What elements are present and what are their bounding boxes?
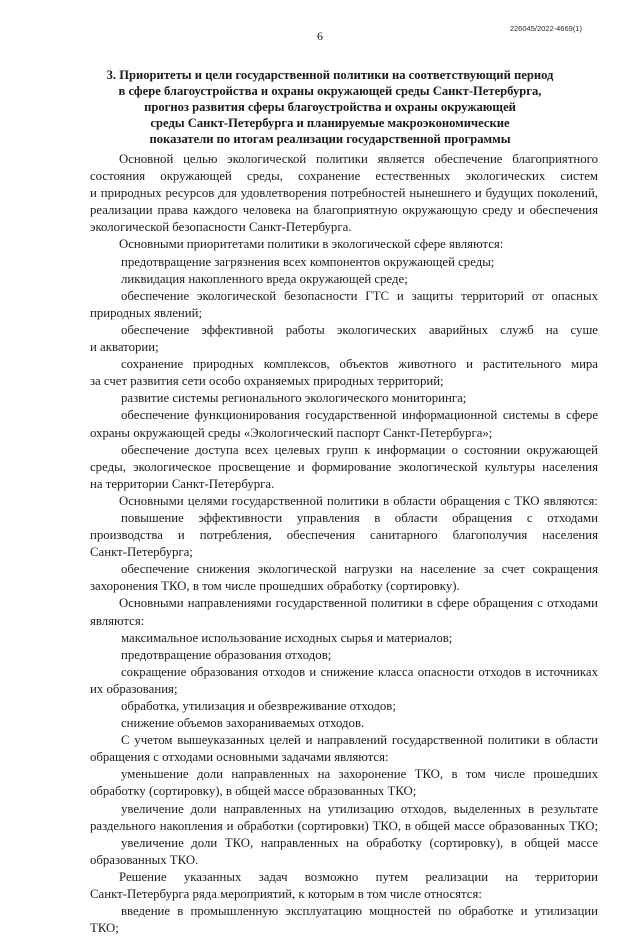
- text-line: на территории Санкт-Петербурга.: [90, 476, 275, 491]
- text-line: обработка, утилизация и обезвреживание отходов;: [121, 699, 396, 713]
- text-line: сокращение образования отходов и снижение класса опасности отходов в источниках: [121, 664, 598, 679]
- text-line: Основными целями государственной политики в области обращения с ТКО являются:: [119, 493, 598, 508]
- text-line: Санкт-Петербурга;: [90, 545, 193, 560]
- text-line: предотвращение загрязнения всех компонентов окружающей среды;: [121, 254, 495, 269]
- text-line: обеспечение доступа всех целевых групп к информации о состоянии окружающей: [121, 442, 598, 457]
- text-line: обеспечение снижения экологической нагрузки на население за счет сокращения: [121, 562, 598, 577]
- registration-number: 226045/2022-4669(1): [509, 24, 582, 33]
- text-line: производства и потребления, обеспечения санитарного благополучия населения: [90, 528, 598, 543]
- section-heading-line: в сфере благоустройства и охраны окружающей среды Санкт-Петербурга,: [118, 84, 542, 98]
- text-line: за счет развития сети особо охраняемых природных территорий;: [90, 374, 444, 389]
- text-line: Решение указанных задач возможно путем реализации на территории: [119, 869, 598, 884]
- text-line: состояния окружающей среды, сохранение естественных экологических систем: [90, 169, 598, 184]
- text-line: раздельного накопления и обработки (сортировки) ТКО, в общей массе образованных ТКО;: [90, 818, 598, 833]
- text-line: образованных ТКО.: [90, 852, 199, 867]
- text-line: Основными приоритетами политики в экологической сфере являются:: [119, 237, 504, 252]
- text-line: ликвидация накопленного вреда окружающей среде;: [121, 271, 408, 286]
- text-line: С учетом вышеуказанных целей и направлений государственной политики в области: [121, 733, 598, 748]
- text-line: повышение эффективности управления в области обращения с отходами: [121, 510, 598, 525]
- section-heading-line: прогноз развития сферы благоустройства и охраны окружающей: [144, 100, 516, 114]
- text-line: Основной целью экологической политики является обеспечение благоприятного: [119, 152, 598, 166]
- text-line: ТКО;: [90, 921, 119, 936]
- text-line: их образования;: [90, 681, 178, 696]
- text-line: среды, экологическое просвещение и формирование экологической культуры населения: [90, 459, 598, 474]
- body-text: [90, 151, 598, 937]
- text-line: развитие системы регионального экологического мониторинга;: [121, 391, 467, 406]
- text-line: обеспечение экологической безопасности ГТС и защиты территорий от опасных: [121, 288, 598, 303]
- section-heading-line: 3. Приоритеты и цели государственной политики на соответствующий период: [106, 68, 554, 82]
- text-line: являются:: [90, 613, 145, 628]
- text-line: Основными направлениями государственной политики в сфере обращения с отходами: [119, 596, 598, 611]
- text-line: и природных ресурсов для удовлетворения потребностей нынешнего и будущих поколений,: [90, 186, 598, 201]
- text-line: максимальное использование исходных сырья и материалов;: [121, 630, 453, 645]
- text-line: введение в промышленную эксплуатацию мощностей по обработке и утилизации: [121, 904, 598, 919]
- scan-footer-mark: [205, 897, 295, 901]
- text-line: обработку (сортировку), в общей массе образованных ТКО;: [90, 784, 417, 799]
- text-line: обеспечение функционирования государственной информационной системы в сфере: [121, 408, 598, 423]
- text-line: увеличение доли ТКО, направленных на обработку (сортировку), в общей массе: [121, 835, 598, 850]
- text-line: охраны окружающей среды «Экологический паспорт Санкт-Петербурга»;: [90, 425, 493, 440]
- page-number: 6: [317, 29, 323, 43]
- text-line: предотвращение образования отходов;: [121, 647, 332, 662]
- text-line: Санкт-Петербурга ряда мероприятий, к которым в том числе относятся:: [90, 887, 482, 902]
- text-line: реализации права каждого человека на благоприятную окружающую среду и обеспечения: [90, 203, 598, 218]
- section-heading: [90, 67, 570, 147]
- text-line: захоронения ТКО, в том числе прошедших обработку (сортировку).: [90, 579, 460, 594]
- text-line: и акватории;: [90, 340, 159, 355]
- text-line: увеличение доли направленных на утилизацию отходов, выделенных в результате: [121, 801, 598, 816]
- text-line: обращения с отходами основными задачами являются:: [90, 750, 389, 765]
- text-line: природных явлений;: [90, 305, 203, 320]
- text-line: уменьшение доли направленных на захоронение ТКО, в том числе прошедших: [121, 767, 598, 782]
- text-line: обеспечение эффективной работы экологических аварийных служб на суше: [121, 322, 598, 337]
- text-line: снижение объемов захораниваемых отходов.: [121, 716, 365, 731]
- text-line: сохранение природных комплексов, объектов животного и растительного мира: [121, 357, 598, 372]
- section-heading-line: показатели по итогам реализации государственной программы: [149, 132, 511, 146]
- text-line: экологической безопасности Санкт-Петербурга.: [90, 220, 352, 235]
- section-heading-line: среды Санкт-Петербурга и планируемые макроэкономические: [150, 116, 510, 130]
